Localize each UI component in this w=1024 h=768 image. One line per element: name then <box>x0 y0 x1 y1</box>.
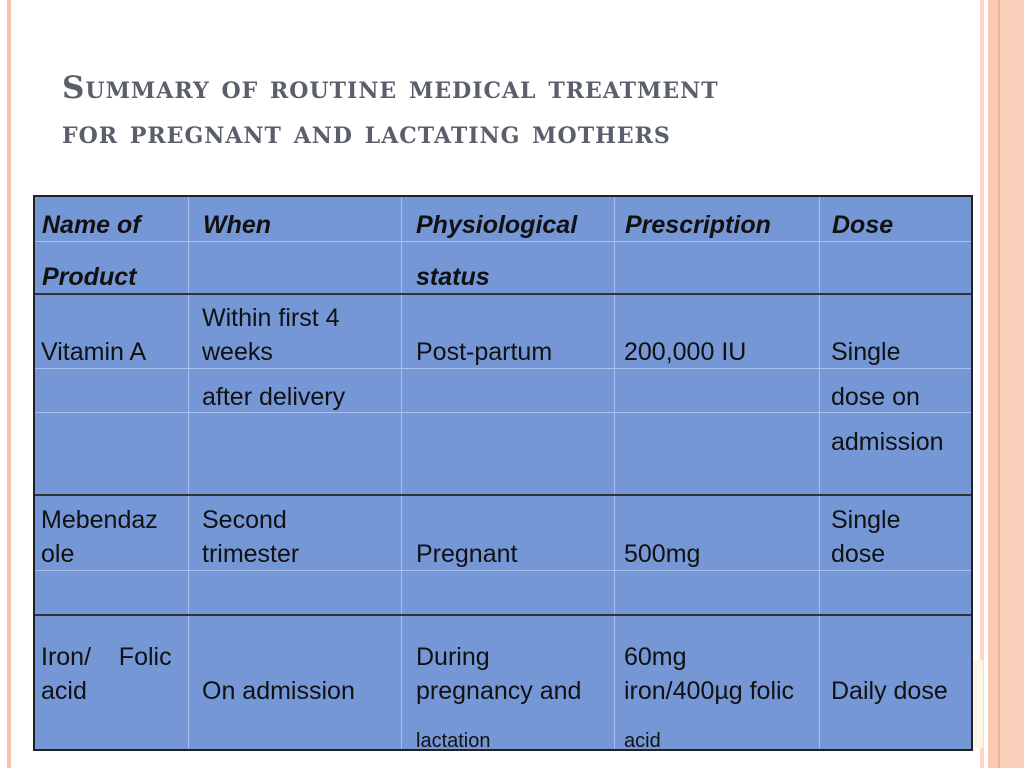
row-divider <box>35 293 971 295</box>
header-name: Name of <box>42 211 141 239</box>
row-divider <box>35 494 971 496</box>
cell-status: During <box>416 643 490 671</box>
cell-name: Mebendaz <box>41 506 158 534</box>
cell-status: pregnancy and <box>416 677 582 705</box>
cell-name: Vitamin A <box>41 338 147 366</box>
cell-when: weeks <box>202 338 273 366</box>
cell-name: Iron/ Folic <box>41 643 172 671</box>
cell-dose: dose on <box>831 383 920 411</box>
left-border-decoration <box>7 0 11 768</box>
header-name: Product <box>42 263 137 291</box>
header-status: Physiological <box>416 211 578 239</box>
header-dose: Dose <box>832 211 894 239</box>
cell-prescription: 500mg <box>624 540 701 568</box>
cell-when: On admission <box>202 677 355 705</box>
cell-status: Post-partum <box>416 338 553 366</box>
cell-dose: Daily dose <box>831 677 948 705</box>
cell-prescription: 200,000 IU <box>624 338 747 366</box>
right-border-stripe <box>1000 0 1024 768</box>
header-prescription: Prescription <box>625 211 771 239</box>
cell-when: Second <box>202 506 287 534</box>
cell-status: lactation <box>416 730 491 752</box>
cell-prescription: iron/400µg folic <box>624 677 795 705</box>
row-divider <box>35 614 971 616</box>
cell-dose: Single <box>831 506 901 534</box>
slide-title <box>62 66 719 156</box>
title-line-1: Summary of routine medical treatment <box>62 70 719 106</box>
column-divider <box>819 197 820 749</box>
column-divider <box>401 197 402 749</box>
right-border-stripe <box>988 0 998 768</box>
column-divider <box>614 197 615 749</box>
treatment-table <box>33 195 973 751</box>
cell-dose: Single <box>831 338 901 366</box>
cell-dose: admission <box>831 428 944 456</box>
cell-name: acid <box>41 677 87 705</box>
cell-status: Pregnant <box>416 540 518 568</box>
cell-prescription: acid <box>624 730 661 752</box>
header-status: status <box>416 263 490 291</box>
cell-when: Within first 4 <box>202 304 340 332</box>
cell-name: ole <box>41 540 75 568</box>
cell-prescription: 60mg <box>624 643 687 671</box>
title-line-2: for pregnant and lactating mothers <box>62 115 671 151</box>
decorative-flower-image <box>973 660 983 748</box>
cell-when: trimester <box>202 540 300 568</box>
column-divider <box>188 197 189 749</box>
header-when: When <box>203 211 272 239</box>
cell-when: after delivery <box>202 383 346 411</box>
cell-dose: dose <box>831 540 886 568</box>
